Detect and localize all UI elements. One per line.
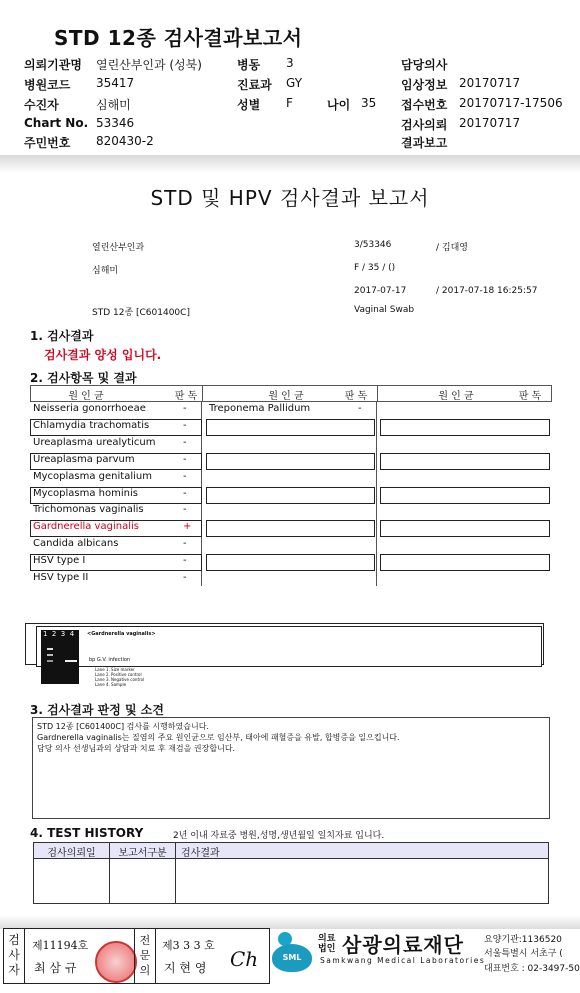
org-info-3: 대표번호 : 02-3497-50 [484, 964, 580, 974]
header-value: 820430-2 [96, 134, 154, 148]
gel-band [47, 660, 53, 662]
history-col-type: 보고서구분 [118, 848, 167, 859]
inspector-id: 제11194호 [32, 939, 89, 952]
signature-box [3, 928, 270, 984]
header-label: 병원코드 [24, 78, 71, 92]
gel-band [47, 654, 53, 656]
col-result-3: 판 독 [518, 391, 542, 402]
pathogen-name: Gardnerella vaginalis [33, 521, 139, 532]
pathogen-name: Ureaplasma urealyticum [33, 437, 156, 448]
col-result-2: 판 독 [344, 391, 368, 402]
pathogen-name: Mycoplasma hominis [33, 488, 138, 499]
row-box [206, 520, 375, 537]
gel-image [41, 630, 79, 684]
divider-shade [0, 155, 580, 173]
result-text: 검사결과 양성 입니다. [44, 348, 162, 362]
history-col-result: 검사결과 [181, 848, 220, 859]
org-name: 삼광의료재단 [342, 933, 464, 957]
row-box [380, 419, 550, 436]
gel-legend-item: Lane 4. Sample [95, 682, 127, 687]
gel-band [47, 648, 53, 650]
col-line [376, 401, 377, 586]
footer-divider [155, 929, 156, 983]
footer-divider [24, 929, 25, 983]
footer-divider [134, 929, 135, 983]
section2-heading: 2. 검사항목 및 결과 [30, 371, 137, 385]
pathogen-name: HSV type I [33, 555, 86, 566]
pathogen-result: - [183, 538, 187, 549]
date-reported: / 2017-07-18 16:25:57 [436, 286, 538, 296]
header-label: 나이 [327, 98, 351, 112]
header-value: 심해미 [96, 98, 131, 112]
opinion-line: Gardnerella vaginalis는 질염의 주요 원인균으로 임산부, 태아에 패혈증을 유발, 합병증을 일으킵니다. [37, 733, 400, 742]
col-divider [202, 386, 203, 401]
header-value: 35417 [96, 76, 135, 90]
doctor-name: / 김대영 [436, 243, 468, 253]
opinion-text [37, 721, 400, 754]
pathogen-result: - [183, 437, 187, 448]
hospital-name: 열린산부인과 [92, 243, 145, 253]
row-box [206, 453, 375, 470]
specialist-label: 전문의 [139, 934, 151, 977]
pathogen-result: - [183, 572, 187, 583]
gel-legend [95, 667, 144, 687]
col-result-1: 판 독 [174, 391, 198, 402]
sex-age: F / 35 / () [354, 263, 396, 273]
row-box [206, 419, 375, 436]
header-label: 성별 [237, 98, 261, 112]
section1-heading: 1. 검사결과 [30, 329, 94, 343]
row-box [206, 487, 375, 504]
org-en: Samkwang Medical Laboratories [320, 956, 486, 965]
pathogen-name: Neisseria gonorrhoeae [33, 403, 146, 414]
header-value: 20170717-17506 [459, 96, 563, 110]
pathogen-result: - [183, 454, 187, 465]
seal-stamp [95, 941, 137, 983]
header-label: 담당의사 [401, 58, 448, 72]
header-value: 열린산부인과 (성북) [96, 58, 202, 72]
gel-figure [36, 626, 542, 687]
logo-text: SML [272, 944, 312, 972]
history-table [33, 842, 549, 904]
section3-heading: 3. 검사결과 판정 및 소견 [30, 703, 164, 717]
header-label: 검사의뢰 [401, 118, 448, 132]
col-divider [377, 386, 378, 401]
section4-heading: 4. TEST HISTORY [30, 826, 144, 840]
specialist-id: 제3 3 3 호 [162, 939, 215, 952]
pathogen-name: Candida albicans [33, 538, 119, 549]
opinion-line: 담당 의사 선생님과의 상담과 치료 후 재검을 권장합니다. [37, 744, 236, 753]
history-col-date: 검사의뢰일 [47, 848, 96, 859]
history-divider [175, 843, 176, 903]
pathogen-result: + [183, 521, 192, 532]
header-label: 결과보고 [401, 136, 448, 150]
header-label: 병동 [237, 58, 261, 72]
history-note: 2년 이내 자료중 병원,성명,생년월일 일치자료 입니다. [173, 831, 385, 841]
row-box [206, 554, 375, 571]
items-header [30, 385, 552, 402]
row-box [380, 487, 550, 504]
header-value: 3 [286, 56, 294, 70]
opinion-box [32, 717, 550, 819]
gel-legend-item: Lane 3. Negative control [95, 677, 145, 682]
col-pathogen-2: 원 인 균 [268, 391, 304, 402]
pathogen-result: - [183, 555, 187, 566]
inspector-name: 최 삼 규 [34, 961, 77, 975]
gel-band [71, 660, 77, 662]
row-box [380, 453, 550, 470]
col-pathogen-3: 원 인 균 [438, 391, 474, 402]
pathogen-name: Mycoplasma genitalium [33, 471, 152, 482]
gel-lanes: 1 2 3 4 [43, 630, 75, 638]
row-box [380, 520, 550, 537]
gel-legend-item: Lane 1. Size marker [95, 667, 135, 672]
header-label: 수진자 [24, 98, 59, 112]
signature: Ch [230, 947, 259, 971]
org-small: 의료법인 [318, 934, 336, 954]
header-label: 주민번호 [24, 136, 71, 150]
specimen: Vaginal Swab [354, 305, 415, 315]
date-received: 2017-07-17 [354, 286, 407, 296]
footer-shade [0, 915, 580, 929]
pathogen-name: Trichomonas vaginalis [33, 504, 144, 515]
header-value: F [286, 96, 293, 110]
test-code: STD 12종 [C601400C] [92, 308, 190, 318]
pathogen-result: - [183, 504, 187, 515]
inspector-label: 검사자 [8, 933, 20, 977]
treponema-name: Treponema Pallidum [209, 403, 311, 414]
header-label: 진료과 [237, 78, 272, 92]
header-label: 접수번호 [401, 98, 448, 112]
patient-name: 심해미 [92, 266, 119, 276]
treponema-result: - [358, 403, 362, 414]
org-info-2: 서울특별시 서초구 ( [484, 949, 563, 959]
main-report-title: STD 및 HPV 검사결과 보고서 [150, 186, 430, 210]
col-pathogen-1: 원 인 균 [68, 391, 104, 402]
pathogen-result: - [183, 420, 187, 431]
pathogen-name: Ureaplasma parvum [33, 454, 135, 465]
header-value: 20170717 [459, 116, 521, 130]
header-value: GY [286, 76, 303, 90]
opinion-line: STD 12종 [C601400C] 검사를 시행하였습니다. [37, 722, 209, 731]
header-value: 20170717 [459, 76, 521, 90]
header-value: 53346 [96, 116, 135, 130]
pathogen-name: HSV type II [33, 572, 89, 583]
pathogen-result: - [183, 471, 187, 482]
header-label: 임상정보 [401, 78, 448, 92]
pathogen-result: - [183, 403, 187, 414]
pathogen-result: - [183, 488, 187, 499]
report-title: STD 12종 검사결과보고서 [54, 26, 303, 50]
gel-legend-item: Lane 2. Positive control [95, 672, 142, 677]
gel-title: <Gardnerella vaginalis> [87, 631, 156, 637]
header-label: 의뢰기관명 [24, 58, 82, 72]
specialist-name: 지 현 영 [164, 961, 207, 975]
header-label: Chart No. [24, 116, 89, 130]
org-info-1: 요양기관:1136520 [484, 935, 562, 945]
sml-logo-icon [272, 932, 312, 972]
chart-number: 3/53346 [354, 240, 392, 250]
row-box [380, 554, 550, 571]
pathogen-name: Chlamydia trachomatis [33, 420, 150, 431]
gel-band-label: bp G.V. infection [89, 657, 131, 663]
header-value: 35 [361, 96, 377, 110]
